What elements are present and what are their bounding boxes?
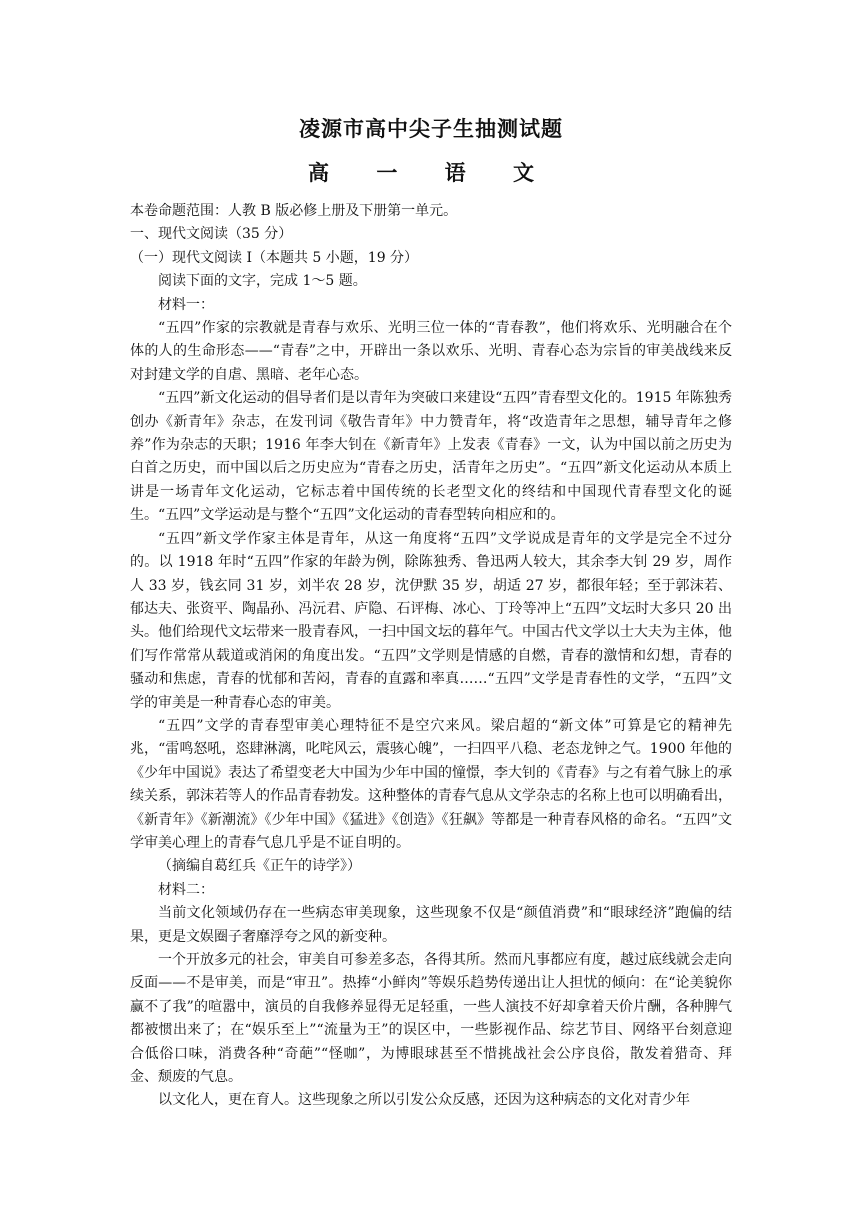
material-one-label: 材料一： <box>158 296 214 313</box>
material-one-paragraph-2: “五四”新文化运动的倡导者们是以青年为突破口来建设“五四”青春型文化的。1915 年陈独秀创办《新青年》杂志，在发刊词《敬告青年》中力赞青年，将“改造青年之思想，辅导青年之修养”作为杂志的天职；1916 年李大钊在《新青年》上发表《青春》一文，认为中国以前之历史为白首之历史，而中国以后之历史应为“青春之历史，活青年之历史”。“五四”新文化运动从本质上讲是一场青年文化运动，它标志着中国传统的长老型文化的终结和中国现代青春型文化的诞生。“五四”文学运动是与整个“五四”文化运动的青春型转向相应和的。 <box>130 390 732 524</box>
scope-note: 本卷命题范围：人教 B 版必修上册及下册第一单元。 <box>130 203 458 219</box>
material-two-paragraph-3: 以文化人，更在育人。这些现象之所以引发公众反感，还因为这种病态的文化对青少年 <box>158 1092 690 1109</box>
exam-subject: 高 一 语 文 <box>308 160 554 185</box>
material-one-source: （摘编自葛红兵《正午的诗学》） <box>158 858 361 875</box>
section-heading: 一、现代文阅读（35 分） <box>130 226 293 243</box>
material-two-label: 材料二： <box>158 881 214 898</box>
material-two-paragraph-2: 一个开放多元的社会，审美自可参差多态，各得其所。然而凡事都应有度，越过底线就会走向反面——不是审美，而是“审丑”。热捧“小鲜肉”等娱乐趋势传递出让人担忧的倾向：在“论美貌你赢不了我”的喧嚣中，演员的自我修养显得无足轻重，一些人演技不好却拿着天价片酬，各种脾气都被惯出来了；在“娱乐至上”“流量为王”的误区中，一些影视作品、综艺节目、网络平台刻意迎合低俗口味，消费各种“奇葩”“怪咖”，为博眼球甚至不惜挑战社会公序良俗，散发着猎奇、拜金、颓废的气息。 <box>130 952 732 1086</box>
exam-page <box>130 112 732 1113</box>
exam-body <box>130 200 732 1113</box>
material-one-paragraph-4: “五四”文学的青春型审美心理特征不是空穴来风。梁启超的“新文体”可算是它的精神先兆，“雷鸣怒吼，恣肆淋漓，叱咤风云，震骇心魄”，一扫四平八稳、老态龙钟之气。1900 年他的《少年中国说》表达了希望变老大中国为少年中国的憧憬，李大钊的《青春》与之有着气脉上的承续关系，郭沫若等人的作品青春勃发。这种整体的青春气息从文学杂志的名称上也可以明确看出，《新青年》《新潮流》《少年中国》《猛进》《创造》《狂飙》等都是一种青春风格的命名。“五四”文学审美心理上的青春气息几乎是不证自明的。 <box>130 717 732 851</box>
reading-instruction: 阅读下面的文字，完成 1～5 题。 <box>158 273 367 290</box>
exam-title: 凌源市高中尖子生抽测试题 <box>299 116 563 141</box>
material-one-paragraph-3: “五四”新文学作家主体是青年，从这一角度将“五四”文学说成是青年的文学是完全不过分的。以 1918 年时“五四”作家的年龄为例，除陈独秀、鲁迅两人较大，其余李大钊 29 岁，周作人 33 岁，钱玄同 31 岁，刘半农 28 岁，沈伊默 35 岁，胡适 27 岁，都很年轻；至于郭沫若、郁达夫、张资平、陶晶孙、冯沅君、庐隐、石评梅、冰心、丁玲等冲上“五四”文坛时大多只 20 出头。他们给现代文坛带来一股青春风，一扫中国文坛的暮年气。中国古代文学以士大夫为主体，他们写作常常从载道或消闲的角度出发。“五四”文学则是情感的自燃，青春的激情和幻想，青春的骚动和焦虑，青春的忧郁和苦闷，青春的直露和率真……“五四”文学是青春性的文学，“五四”文学的审美是一种青春心态的审美。 <box>130 530 732 711</box>
material-two-paragraph-1: 当前文化领域仍存在一些病态审美现象，这些现象不仅是“颜值消费”和“眼球经济”跑偏的结果，更是文娱圈子奢靡浮夸之风的新变种。 <box>130 905 732 945</box>
material-one-paragraph-1: “五四”作家的宗教就是青春与欢乐、光明三位一体的“青春教”，他们将欢乐、光明融合在个体的人的生命形态——“青春”之中，开辟出一条以欢乐、光明、青春心态为宗旨的审美战线来反对封建文学的自虐、黑暗、老年心态。 <box>130 320 732 383</box>
subsection-heading: （一）现代文阅读 I（本题共 5 小题，19 分） <box>130 249 419 266</box>
